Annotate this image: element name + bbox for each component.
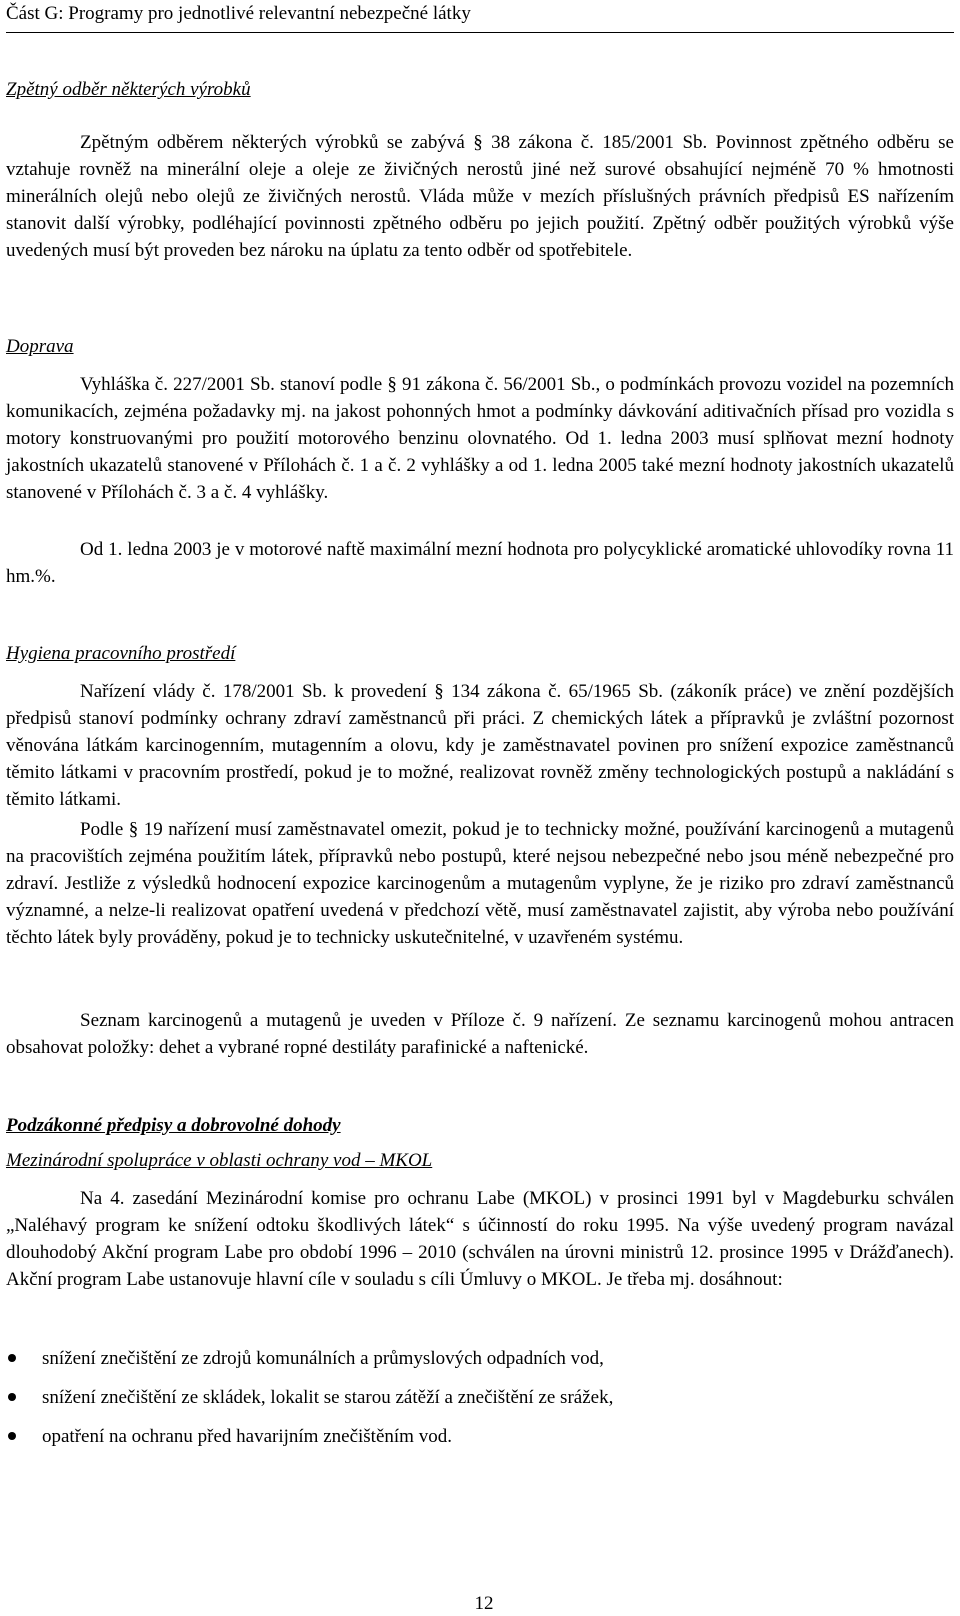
list-item: [6, 1345, 954, 1384]
paragraph-doprava-2: Od 1. ledna 2003 je v motorové naftě maximální mezní hodnota pro polycyklické aromatické uhlovodíky rovna 11 hm.%.: [6, 539, 954, 587]
paragraph-doprava-1: Vyhláška č. 227/2001 Sb. stanoví podle § 91 zákona č. 56/2001 Sb., o podmínkách provozu vozidel na pozemních komunikacích, zejména požadavky mj. na jakost pohonných hmot a podmínky dávkování aditivačních přísad pro vozidla s motory konstruovanými pro použití motorového benzinu olovnatého. Od 1. ledna 2003 musí splňovat mezní hodnoty jakostních ukazatelů stanovené v Přílohách č. 1 a č. 2 vyhlášky a od 1. ledna 2005 také mezní hodnoty jakostních ukazatelů stanovené v Přílohách č. 3 a č. 4 vyhlášky.: [6, 374, 954, 503]
paragraph-mkol: Na 4. zasedání Mezinárodní komise pro ochranu Labe (MKOL) v prosinci 1991 byl v Magdeburku schválen „Naléhavý program ke snížení odtoku škodlivých látek“ s účinností do roku 1995. Na výše uvedený program navázal dlouhodobý Akční program Labe pro období 1996 – 2010 (schválen na úrovni ministrů 12. prosince 1995 v Drážďanech). Akční program Labe ustanovuje hlavní cíle v souladu s cíli Úmluvy o MKOL. Je třeba mj. dosáhnout:: [6, 1188, 954, 1290]
page-number: 12: [474, 1593, 494, 1614]
paragraph-hygiena-1: Nařízení vlády č. 178/2001 Sb. k provedení § 134 zákona č. 65/1965 Sb. (zákoník práce) ve znění pozdějších předpisů stanoví podmínky ochrany zdraví zaměstnanců při práci. Z chemických látek a přípravků je zvláštní pozornost věnována látkám karcinogenním, mutagenním a olovu, kdy je zaměstnavatel povinen pro snížení expozice zaměstnanců těmito látkami v pracovním prostředí, pokud je to možné, realizovat rovněž změny technologických postupů a nakládání s těmito látkami.: [6, 681, 954, 810]
section-heading-hygiena: Hygiena pracovního prostředí: [6, 643, 236, 664]
list-item-text: opatření na ochranu před havarijním znečištěním vod.: [42, 1426, 452, 1447]
header-divider: [6, 32, 954, 33]
paragraph-hygiena-3: Seznam karcinogenů a mutagenů je uveden v Příloze č. 9 nařízení. Ze seznamu karcinogenů mohou antracen obsahovat položky: dehet a vybrané ropné destiláty parafinické a naftenické.: [6, 1010, 954, 1058]
goals-list: [6, 1345, 954, 1462]
section-heading-podzakonne: Podzákonné předpisy a dobrovolné dohody: [6, 1115, 341, 1136]
bullet-icon: [8, 1432, 16, 1440]
subsection-heading-mkol: Mezinárodní spolupráce v oblasti ochrany vod – MKOL: [6, 1150, 433, 1171]
list-item-text: snížení znečištění ze zdrojů komunálních a průmyslových odpadních vod,: [42, 1348, 604, 1369]
bullet-icon: [8, 1393, 16, 1401]
paragraph-hygiena-2: Podle § 19 nařízení musí zaměstnavatel omezit, pokud je to technicky možné, používání karcinogenů a mutagenů na pracovištích zejména použitím látek, přípravků nebo postupů, které nejsou nebezpečné nebo jsou méně nebezpečné pro zdraví. Jestliže z výsledků hodnocení expozice karcinogenům a mutagenům vyplyne, že je riziko pro zdraví zaměstnanců významné, a nelze-li realizovat opatření uvedená v předchozí větě, musí zaměstnavatel zajistit, aby výroba nebo používání těchto látek byly prováděny, pokud je to technicky uskutečnitelné, v uzavřeném systému.: [6, 819, 954, 948]
list-item: [6, 1384, 954, 1423]
running-header: Část G: Programy pro jednotlivé relevantní nebezpečné látky: [6, 3, 471, 24]
list-item: [6, 1423, 954, 1462]
section-heading-doprava: Doprava: [6, 336, 74, 357]
paragraph-zpetny-odber: Zpětným odběrem některých výrobků se zabývá § 38 zákona č. 185/2001 Sb. Povinnost zpětného odběru se vztahuje rovněž na minerální oleje a oleje ze živičných nerostů jiné než surové obsahující nejméně 70 % hmotnosti minerálních olejů nebo olejů ze živičných nerostů. Vláda může v mezích příslušných právních předpisů ES nařízením stanovit další výrobky, podléhající povinnosti zpětného odběru po jejich použití. Zpětný odběr použitých výrobků výše uvedených musí být proveden bez nároku na úplatu za tento odběr od spotřebitele.: [6, 132, 954, 261]
section-heading-zpetny-odber: Zpětný odběr některých výrobků: [6, 79, 251, 100]
bullet-icon: [8, 1354, 16, 1362]
list-item-text: snížení znečištění ze skládek, lokalit se starou zátěží a znečištění ze srážek,: [42, 1387, 614, 1408]
